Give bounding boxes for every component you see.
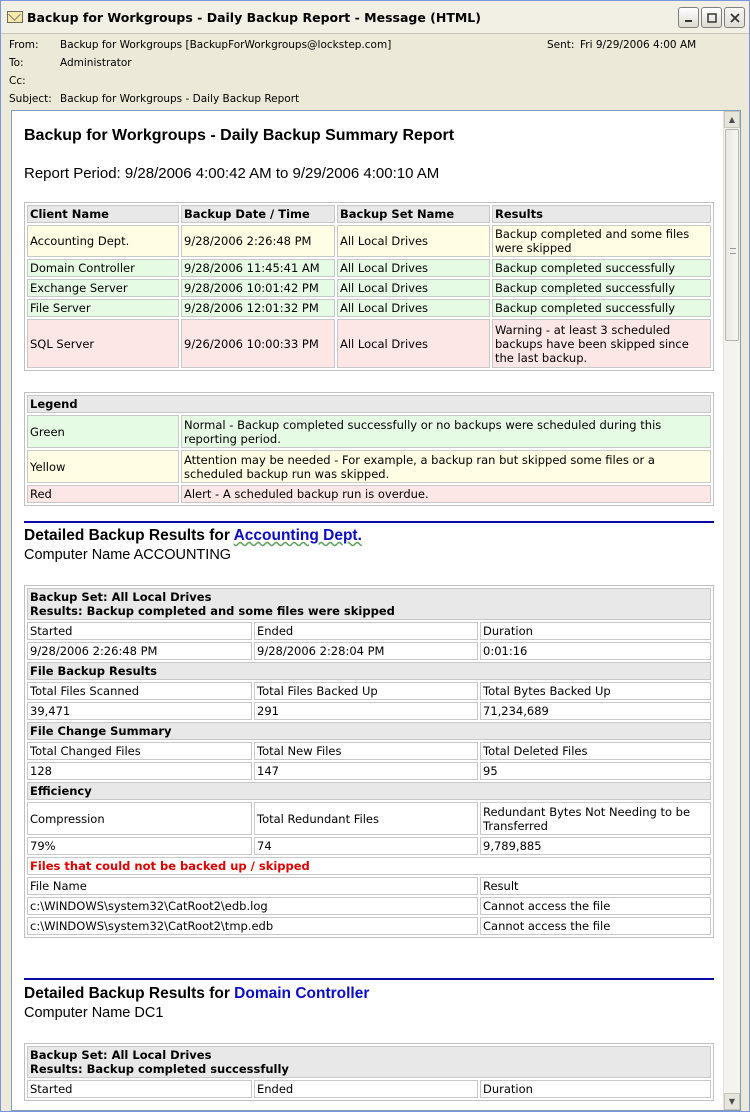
deleted-value: 95: [480, 762, 711, 780]
to-row: [9, 57, 132, 73]
duration-label: Duration: [480, 1080, 711, 1098]
set-header: [27, 588, 711, 620]
label-row: [27, 622, 711, 640]
report-period: Report Period: 9/28/2006 4:00:42 AM to 9/29/2006 4:00:10 AM: [24, 165, 440, 182]
grip-icon: [730, 248, 736, 254]
set-cell: All Local Drives: [337, 259, 490, 277]
label-row: [27, 877, 711, 895]
date-cell: 9/28/2006 11:45:41 AM: [181, 259, 335, 277]
date-cell: 9/28/2006 12:01:32 PM: [181, 299, 335, 317]
efficiency-heading: Efficiency: [27, 782, 711, 800]
legend-name: Red: [27, 485, 179, 503]
set-header: [27, 1046, 711, 1078]
summary-header-row: [27, 205, 711, 223]
report-title: Backup for Workgroups - Daily Backup Summary Report: [24, 127, 455, 144]
legend-row: [27, 450, 711, 483]
started-label: Started: [27, 1080, 252, 1098]
from-value[interactable]: Backup for Workgroups [BackupForWorkgroups@lockstep.com]: [60, 39, 392, 51]
redundant-value: 74: [254, 837, 478, 855]
maximize-icon: [707, 13, 717, 23]
maximize-button[interactable]: [701, 7, 722, 28]
ended-value: 9/28/2006 2:28:04 PM: [254, 642, 478, 660]
changed-label: Total Changed Files: [27, 742, 252, 760]
duration-label: Duration: [480, 622, 711, 640]
subject-label: Subject:: [9, 93, 52, 105]
redundant-bytes-label: Redundant Bytes Not Needing to be Transferred: [480, 802, 711, 835]
ended-label: Ended: [254, 1080, 478, 1098]
from-label: From:: [9, 39, 39, 51]
table-row: [27, 299, 711, 317]
section-row: [27, 722, 711, 740]
result-cell: Backup completed successfully: [492, 259, 711, 277]
compression-label: Compression: [27, 802, 252, 835]
to-label: To:: [9, 57, 24, 69]
legend-desc: Attention may be needed - For example, a backup ran but skipped some files or a scheduled backup run was skipped.: [181, 450, 711, 483]
skipped-heading: Files that could not be backed up / skipped: [27, 857, 711, 875]
client-cell: Exchange Server: [27, 279, 179, 297]
legend-title: Legend: [27, 395, 711, 413]
new-value: 147: [254, 762, 478, 780]
results-line: Results: Backup completed and some files were skipped: [30, 604, 395, 618]
backup-set-line: Backup Set: All Local Drives: [30, 590, 212, 604]
minimize-button[interactable]: [678, 7, 699, 28]
compression-value: 79%: [27, 837, 252, 855]
deleted-label: Total Deleted Files: [480, 742, 711, 760]
new-label: Total New Files: [254, 742, 478, 760]
set-cell: All Local Drives: [337, 299, 490, 317]
date-cell: 9/28/2006 10:01:42 PM: [181, 279, 335, 297]
bytes-value: 71,234,689: [480, 702, 711, 720]
value-row: [27, 702, 711, 720]
table-row: [27, 225, 711, 257]
set-cell: All Local Drives: [337, 279, 490, 297]
summary-table: [24, 202, 714, 371]
sent-row: [547, 39, 696, 51]
window-controls: [678, 7, 745, 28]
legend-desc: Alert - A scheduled backup run is overdue.: [181, 485, 711, 503]
redundant-label: Total Redundant Files: [254, 802, 478, 835]
table-row: [27, 259, 711, 277]
envelope-icon: [7, 11, 23, 23]
client-cell: Domain Controller: [27, 259, 179, 277]
client-cell: SQL Server: [27, 319, 179, 368]
bytes-label: Total Bytes Backed Up: [480, 682, 711, 700]
computer-name: Computer Name ACCOUNTING: [24, 547, 232, 563]
backedup-label: Total Files Backed Up: [254, 682, 478, 700]
vertical-scrollbar[interactable]: [723, 111, 740, 1110]
skipped-result: Cannot access the file: [480, 917, 711, 935]
section-divider: [24, 521, 714, 523]
col-backup-set: Backup Set Name: [337, 205, 490, 223]
table-row: [27, 319, 711, 368]
legend-desc: Normal - Backup completed successfully or no backups were scheduled during this reporting period.: [181, 415, 711, 448]
detail-heading-prefix: Detailed Backup Results for: [24, 985, 235, 1002]
value-row: [27, 642, 711, 660]
detail-heading: [24, 985, 369, 1003]
started-value: 9/28/2006 2:26:48 PM: [27, 642, 252, 660]
computer-name: Computer Name DC1: [24, 1005, 164, 1021]
result-cell: Backup completed and some files were skipped: [492, 225, 711, 257]
col-backup-date: Backup Date / Time: [181, 205, 335, 223]
cc-row: [9, 75, 60, 91]
set-header-row: [27, 1046, 711, 1078]
label-row: [27, 1080, 711, 1098]
section-row: [27, 857, 711, 875]
started-label: Started: [27, 622, 252, 640]
file-backup-results-heading: File Backup Results: [27, 662, 711, 680]
scanned-value: 39,471: [27, 702, 252, 720]
ended-label: Ended: [254, 622, 478, 640]
detail-heading: [24, 527, 362, 545]
client-cell: Accounting Dept.: [27, 225, 179, 257]
legend-name: Green: [27, 415, 179, 448]
result-cell: Warning - at least 3 scheduled backups have been skipped since the last backup.: [492, 319, 711, 368]
file-change-summary-heading: File Change Summary: [27, 722, 711, 740]
set-cell: All Local Drives: [337, 319, 490, 368]
detail-table: [24, 1043, 714, 1101]
scroll-up-button[interactable]: ▲: [724, 111, 740, 128]
table-row: [27, 917, 711, 935]
result-cell: Backup completed successfully: [492, 279, 711, 297]
to-value[interactable]: Administrator: [60, 57, 132, 69]
results-line: Results: Backup completed successfully: [30, 1062, 289, 1076]
col-client-name: Client Name: [27, 205, 179, 223]
redundant-bytes-value: 9,789,885: [480, 837, 711, 855]
detail-heading-prefix: Detailed Backup Results for: [24, 527, 234, 544]
title-bar[interactable]: [1, 1, 749, 34]
from-row: [9, 39, 391, 55]
sent-value: Fri 9/29/2006 4:00 AM: [580, 39, 697, 51]
window-title: Backup for Workgroups - Daily Backup Report - Message (HTML): [27, 9, 481, 25]
legend-header-row: [27, 395, 711, 413]
sent-label: Sent:: [547, 39, 575, 51]
value-row: [27, 762, 711, 780]
changed-value: 128: [27, 762, 252, 780]
scanned-label: Total Files Scanned: [27, 682, 252, 700]
date-cell: 9/28/2006 2:26:48 PM: [181, 225, 335, 257]
client-link[interactable]: Accounting Dept.: [233, 527, 362, 544]
backedup-value: 291: [254, 702, 478, 720]
backup-set-line: Backup Set: All Local Drives: [30, 1048, 212, 1062]
detail-table: [24, 585, 714, 938]
legend-row: [27, 485, 711, 503]
close-button[interactable]: [724, 7, 745, 28]
legend-row: [27, 415, 711, 448]
section-row: [27, 782, 711, 800]
message-headers: [1, 35, 749, 109]
close-icon: [730, 13, 740, 23]
result-cell: Backup completed successfully: [492, 299, 711, 317]
legend-table: [24, 392, 714, 506]
result-label: Result: [480, 877, 711, 895]
value-row: [27, 837, 711, 855]
set-header-row: [27, 588, 711, 620]
label-row: [27, 802, 711, 835]
label-row: [27, 742, 711, 760]
label-row: [27, 682, 711, 700]
minimize-icon: [684, 13, 694, 23]
subject-value: Backup for Workgroups - Daily Backup Report: [60, 93, 300, 105]
section-divider: [24, 978, 714, 980]
section-row: [27, 662, 711, 680]
skipped-file: c:\WINDOWS\system32\CatRoot2\tmp.edb: [27, 917, 478, 935]
scroll-down-button[interactable]: ▼: [724, 1093, 740, 1110]
scroll-thumb[interactable]: [725, 129, 739, 341]
client-cell: File Server: [27, 299, 179, 317]
cc-label: Cc:: [9, 75, 26, 87]
skipped-result: Cannot access the file: [480, 897, 711, 915]
subject-row: [9, 93, 299, 109]
duration-value: 0:01:16: [480, 642, 711, 660]
filename-label: File Name: [27, 877, 478, 895]
skipped-file: c:\WINDOWS\system32\CatRoot2\edb.log: [27, 897, 478, 915]
legend-name: Yellow: [27, 450, 179, 483]
table-row: [27, 279, 711, 297]
client-link[interactable]: Domain Controller: [234, 985, 370, 1002]
table-row: [27, 897, 711, 915]
message-body[interactable]: [11, 110, 741, 1111]
set-cell: All Local Drives: [337, 225, 490, 257]
date-cell: 9/26/2006 10:00:33 PM: [181, 319, 335, 368]
col-results: Results: [492, 205, 711, 223]
